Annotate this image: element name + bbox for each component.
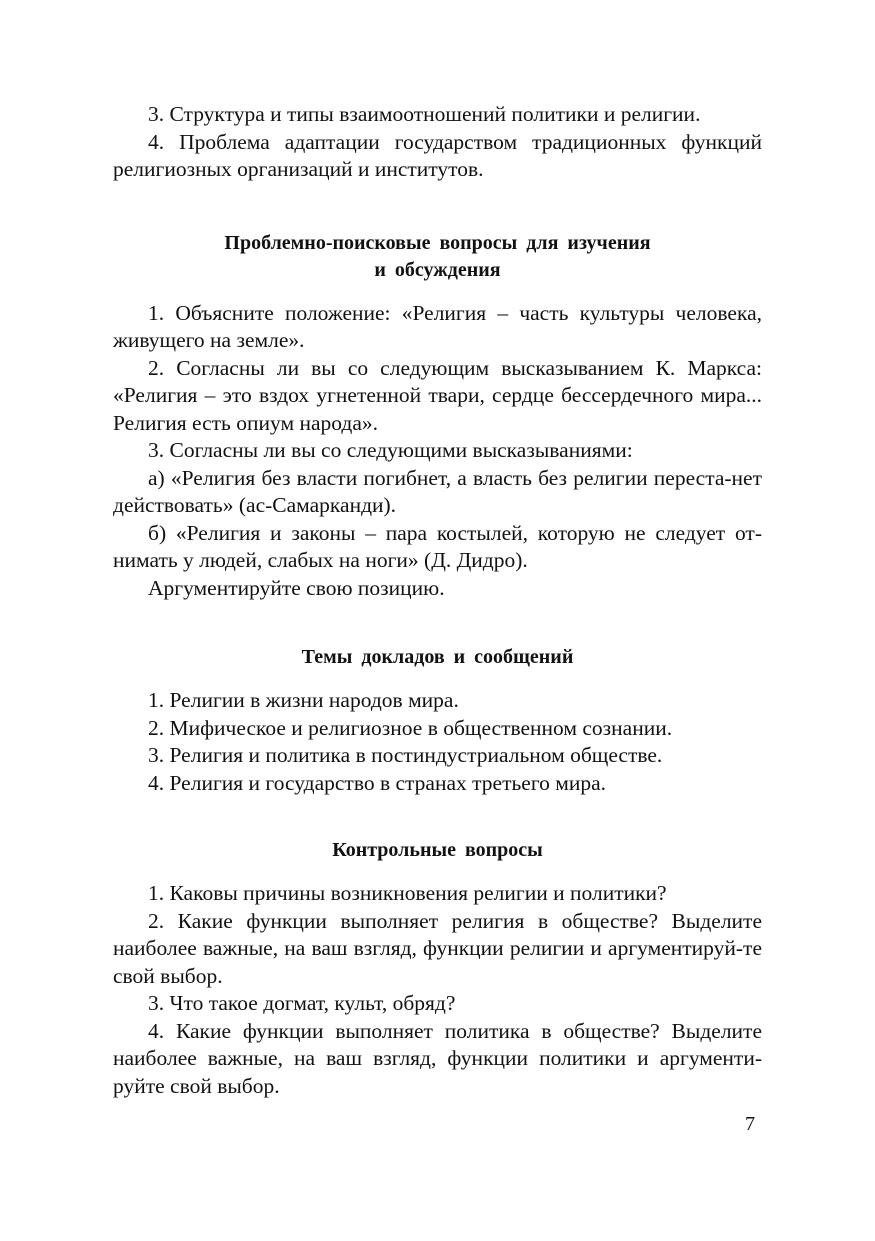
topic-item-3: 3. Религия и политика в постиндустриальном обществе. [148, 743, 663, 767]
control-item-4: 4. Какие функции выполняет политика в обществе? Выделите наиболее важные, на ваш взгляд, функции политики и аргументи-руйте свой выбор. [113, 1018, 762, 1098]
problem-item-3b: б) «Религия и законы – пара костылей, которую не следует от-нимать у людей, слабых на ноги» (Д. Дидро). [113, 520, 762, 572]
problem-section-title [113, 230, 762, 284]
control-item-1: 1. Каковы причины возникновения религии и политики? [148, 881, 667, 905]
problem-item-2: 2. Согласны ли вы со следующим высказыванием К. Маркса: «Религия – это вздох угнетенной твари, сердце бессердечного мира... Религия есть опиум народа». [113, 355, 762, 435]
intro-item-3: 3. Структура и типы взаимоотношений политики и религии. [148, 102, 701, 126]
control-section-title: Контрольные вопросы [332, 839, 543, 861]
control-item-3: 3. Что такое догмат, культ, обряд? [148, 991, 456, 1015]
problem-title-line-1: Проблемно-поисковые вопросы для изучения [224, 231, 651, 254]
control-item-2: 2. Какие функции выполняет религия в обществе? Выделите наиболее важные, на ваш взгляд, функции религии и аргументируй-те свой выбор. [113, 908, 762, 988]
problem-item-1: 1. Объясните положение: «Религия – часть культуры человека, живущего на земле». [113, 300, 762, 352]
problem-item-3: 3. Согласны ли вы со следующими высказываниями: [148, 438, 633, 462]
page-number: 7 [745, 1113, 755, 1135]
topic-item-2: 2. Мифическое и религиозное в общественном сознании. [148, 715, 673, 740]
topic-item-1: 1. Религии в жизни народов мира. [148, 688, 459, 712]
problem-title-line-2: и обсуждения [374, 258, 501, 281]
topics-section-title: Темы докладов и сообщений [301, 646, 574, 668]
topic-item-4: 4. Религия и государство в странах третьего мира. [148, 770, 607, 795]
page-body [113, 101, 762, 1100]
problem-conclusion: Аргументируйте свою позицию. [148, 575, 445, 600]
intro-item-4: 4. Проблема адаптации государством традиционных функций религиозных организаций и институтов. [113, 129, 762, 181]
problem-item-3a: а) «Религия без власти погибнет, а власть без религии переста-нет действовать» (ас-Самарканди). [113, 465, 762, 517]
